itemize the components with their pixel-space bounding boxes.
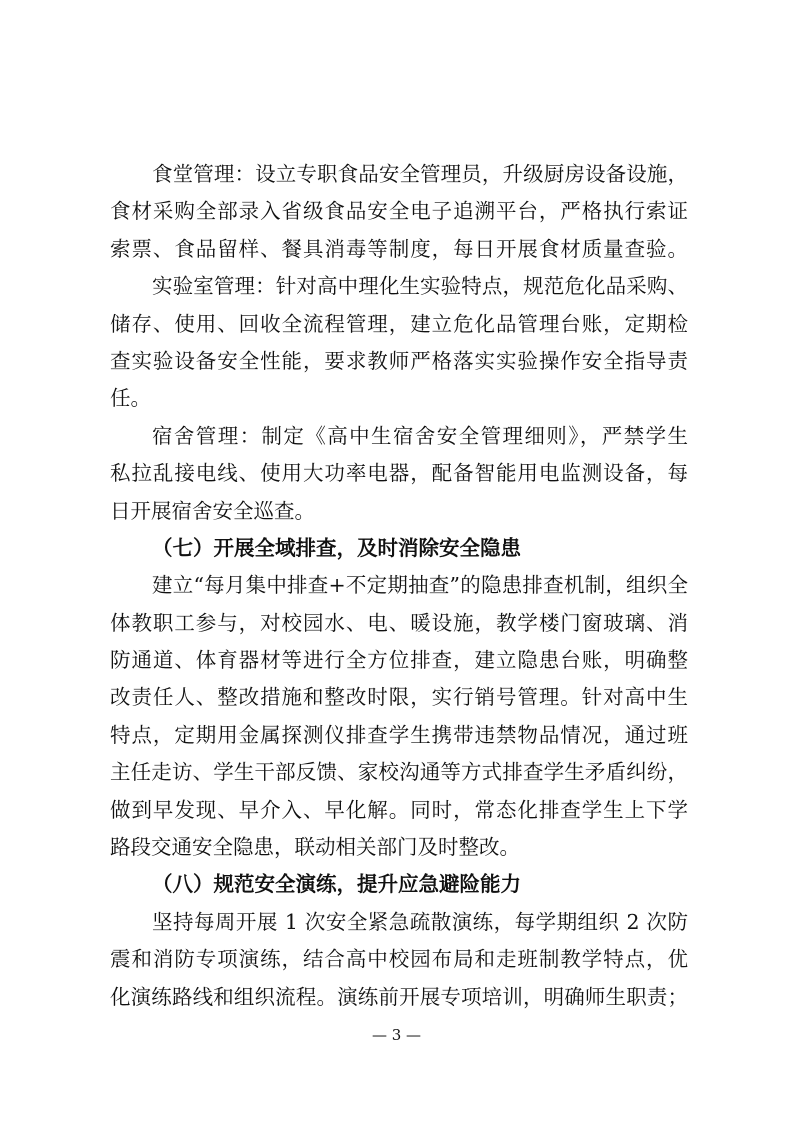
- page-number: — 3 —: [371, 1026, 422, 1044]
- paragraph-line: 建立“每月集中排查+不定期抽查”的隐患排查机制，组织全: [152, 573, 688, 598]
- paragraph-line: 宿舍管理：制定《高中生宿舍安全管理细则》，严禁学生: [152, 423, 688, 448]
- section-heading: （七）开展全域排查，及时消除安全隐患: [152, 535, 521, 560]
- paragraph-line: 体教职工参与，对校园水、电、暖设施，教学楼门窗玻璃、消: [110, 610, 688, 635]
- body-text: [110, 156, 688, 1016]
- paragraph-line: 路段交通安全隐患，联动相关部门及时整改。: [110, 835, 520, 860]
- paragraph-line: 化演练路线和组织流程。演练前开展专项培训，明确师生职责；: [110, 984, 688, 1009]
- paragraph-line: 特点，定期用金属探测仪排查学生携带违禁物品情况，通过班: [110, 722, 688, 747]
- paragraph-line: 改责任人、整改措施和整改时限，实行销号管理。针对高中生: [110, 685, 688, 710]
- paragraph-line: 坚持每周开展 1 次安全紧急疏散演练，每学期组织 2 次防: [152, 909, 688, 934]
- paragraph-line: 索票、食品留样、餐具消毒等制度，每日开展食材质量查验。: [110, 236, 688, 261]
- paragraph-line: 震和消防专项演练，结合高中校园布局和走班制教学特点，优: [110, 947, 688, 972]
- section-heading: （八）规范安全演练，提升应急避险能力: [152, 872, 521, 897]
- paragraph-line: 实验室管理：针对高中理化生实验特点，规范危化品采购、: [152, 274, 688, 299]
- paragraph-line: 任。: [110, 386, 151, 411]
- paragraph-line: 主任走访、学生干部反馈、家校沟通等方式排查学生矛盾纠纷，: [110, 760, 688, 785]
- paragraph-line: 食材采购全部录入省级食品安全电子追溯平台，严格执行索证: [110, 199, 688, 224]
- paragraph-line: 私拉乱接电线、使用大功率电器，配备智能用电监测设备，每: [110, 461, 688, 486]
- paragraph-line: 日开展宿舍安全巡查。: [110, 498, 315, 523]
- paragraph-line: 食堂管理：设立专职食品安全管理员，升级厨房设备设施，: [152, 162, 688, 186]
- paragraph-line: 做到早发现、早介入、早化解。同时，常态化排查学生上下学: [110, 797, 688, 822]
- paragraph-line: 防通道、体育器材等进行全方位排查，建立隐患台账，明确整: [110, 648, 688, 673]
- paragraph-line: 查实验设备安全性能，要求教师严格落实实验操作安全指导责: [110, 348, 688, 373]
- paragraph-line: 储存、使用、回收全流程管理，建立危化品管理台账，定期检: [110, 311, 688, 336]
